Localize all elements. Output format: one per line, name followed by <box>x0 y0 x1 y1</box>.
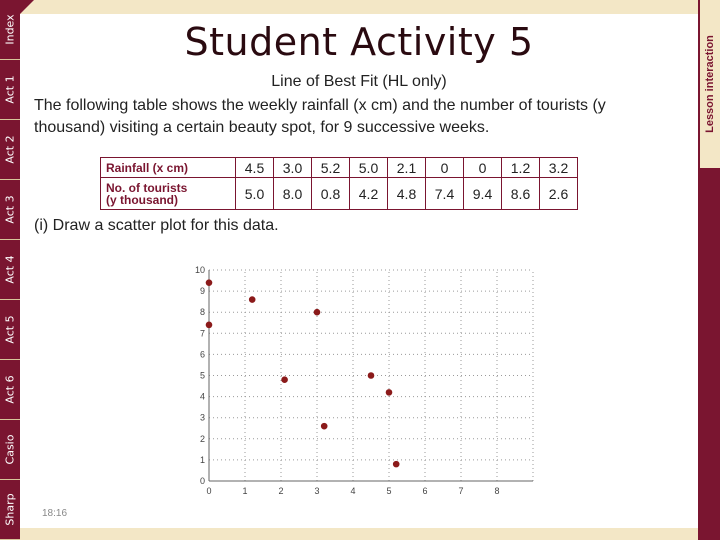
rainfall-cell: 5.2 <box>312 158 350 178</box>
lesson-interaction-tab[interactable] <box>698 0 720 168</box>
data-point <box>206 322 213 329</box>
y-tick-label: 5 <box>199 370 205 381</box>
x-tick-label: 2 <box>278 486 284 496</box>
rainfall-cell: 3.2 <box>540 158 578 178</box>
data-point <box>281 376 288 383</box>
left-tab-label: Act 1 <box>3 75 17 104</box>
rainfall-cell: 2.1 <box>388 158 426 178</box>
x-tick-label: 8 <box>494 486 500 496</box>
left-tab-label: Sharp <box>3 493 17 526</box>
tourists-cell: 4.8 <box>388 178 426 210</box>
data-point <box>393 461 400 468</box>
rainfall-cell: 1.2 <box>502 158 540 178</box>
x-tick-label: 6 <box>422 486 428 496</box>
data-point <box>314 309 321 316</box>
rainfall-header: Rainfall (x cm) <box>101 158 236 178</box>
tourists-header-line2: (y thousand) <box>106 192 178 207</box>
y-tick-label: 7 <box>199 328 205 339</box>
left-tab-label: Casio <box>3 434 17 465</box>
page-title: Student Activity 5 <box>184 20 534 64</box>
left-tab-act-6[interactable] <box>0 360 20 420</box>
rainfall-cell: 4.5 <box>236 158 274 178</box>
data-point <box>368 372 375 379</box>
left-tab-label: Act 2 <box>3 135 17 164</box>
left-tab-act-2[interactable] <box>0 120 20 180</box>
left-tab-strip <box>0 0 20 540</box>
x-tick-label: 3 <box>314 486 320 496</box>
x-tick-label: 4 <box>350 486 356 496</box>
tourists-header-line1: No. of tourists <box>106 180 188 195</box>
data-table <box>100 157 578 210</box>
left-tab-act-1[interactable] <box>0 60 20 120</box>
y-tick-label: 10 <box>195 265 205 275</box>
left-tab-casio[interactable] <box>0 420 20 480</box>
page-subtitle: Line of Best Fit (HL only) <box>271 73 447 90</box>
tourists-cell: 2.6 <box>540 178 578 210</box>
y-tick-label: 9 <box>199 286 205 297</box>
left-tab-act-3[interactable] <box>0 180 20 240</box>
left-tab-label: Index <box>3 14 17 45</box>
left-tab-label: Act 3 <box>3 195 17 224</box>
rainfall-cell: 0 <box>464 158 502 178</box>
y-tick-label: 8 <box>199 307 205 318</box>
x-tick-label: 5 <box>386 486 392 496</box>
rainfall-cell: 5.0 <box>350 158 388 178</box>
y-tick-label: 1 <box>199 454 205 465</box>
rainfall-cell: 3.0 <box>274 158 312 178</box>
intro-text: The following table shows the weekly rainfall (x cm) and the number of tourists (y thousand) visiting a certain beauty spot, for 9 successive weeks. <box>34 97 606 136</box>
data-point <box>249 296 256 303</box>
left-tab-act-5[interactable] <box>0 300 20 360</box>
top-band <box>20 0 698 14</box>
data-point <box>386 389 393 396</box>
y-tick-label: 6 <box>199 349 205 360</box>
data-point <box>206 279 213 286</box>
tourists-cell: 8.0 <box>274 178 312 210</box>
x-tick-label: 0 <box>206 486 212 496</box>
tourists-cell: 5.0 <box>236 178 274 210</box>
lesson-interaction-label: Lesson interaction <box>704 35 717 133</box>
rainfall-cell: 0 <box>426 158 464 178</box>
y-tick-label: 4 <box>199 391 205 402</box>
left-tab-sharp[interactable] <box>0 480 20 540</box>
data-point <box>321 423 328 430</box>
tourists-cell: 4.2 <box>350 178 388 210</box>
tourists-row <box>101 178 578 210</box>
tourists-cell: 8.6 <box>502 178 540 210</box>
scatter-plot <box>195 255 545 497</box>
rainfall-row <box>101 158 578 178</box>
y-tick-label: 2 <box>199 433 205 444</box>
tourists-cell: 7.4 <box>426 178 464 210</box>
left-tab-label: Act 6 <box>3 375 17 404</box>
corner-fold <box>20 0 34 14</box>
tourists-cell: 0.8 <box>312 178 350 210</box>
slide-date: 18:16 <box>42 508 68 519</box>
left-tab-act-4[interactable] <box>0 240 20 300</box>
bottom-band <box>20 528 698 540</box>
left-tab-label: Act 4 <box>3 255 17 284</box>
tourists-cell: 9.4 <box>464 178 502 210</box>
y-tick-label: 3 <box>199 412 205 423</box>
y-tick-label: 0 <box>199 476 205 486</box>
left-tab-label: Act 5 <box>3 315 17 344</box>
x-tick-label: 1 <box>242 486 248 496</box>
tourists-header <box>101 178 236 210</box>
x-tick-label: 7 <box>458 486 464 496</box>
question-text: (i) Draw a scatter plot for this data. <box>34 217 279 234</box>
left-tab-index[interactable] <box>0 0 20 60</box>
